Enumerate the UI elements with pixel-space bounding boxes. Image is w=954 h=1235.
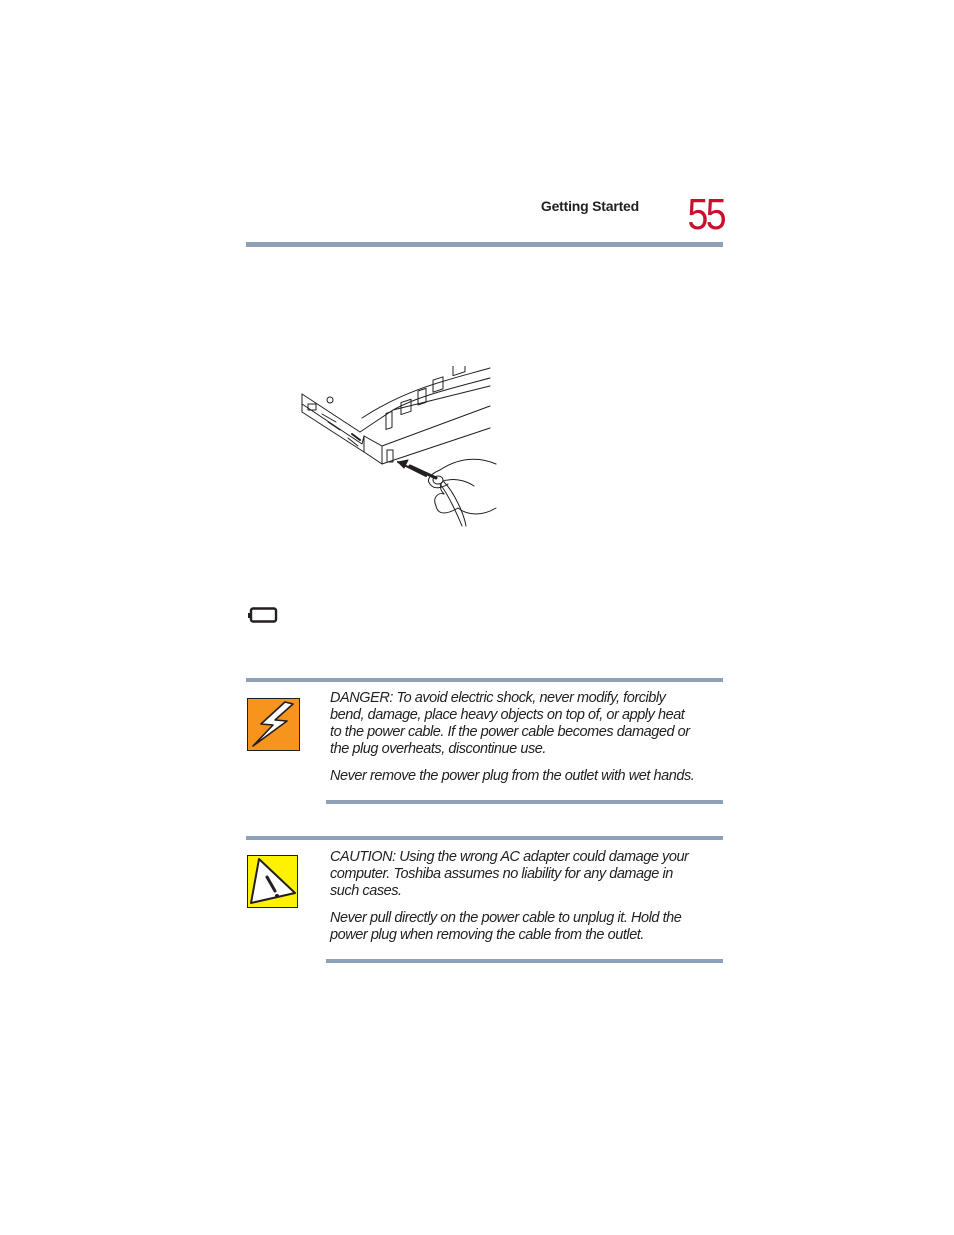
danger-note-text-2: Never remove the power plug from the outlet with wet hands. [330, 768, 695, 784]
danger-note-bottom-rule [326, 800, 723, 804]
page-number: 55 [687, 190, 724, 239]
caution-note-top-rule [246, 836, 723, 840]
battery-icon [248, 607, 278, 624]
caution-note-bottom-rule [326, 959, 723, 963]
caution-triangle-icon [247, 855, 298, 908]
caution-note-text: CAUTION: Using the wrong AC adapter could damage your computer. Toshiba assumes no liability for any damage in such cases. [330, 849, 689, 899]
header-rule [246, 242, 723, 247]
running-header-title: Getting Started [540, 198, 639, 214]
caution-note-text-2: Never pull directly on the power cable to unplug it. Hold the power plug when removing the cable from the outlet. [330, 910, 682, 943]
danger-note-top-rule [246, 678, 723, 682]
danger-note-text: DANGER: To avoid electric shock, never modify, forcibly bend, damage, place heavy objects on top of, or apply heat to the power cable. If the power cable becomes damaged or the plug overheats, discontinue use. [330, 690, 690, 757]
lightning-bolt-icon [247, 698, 300, 751]
laptop-power-plug-illustration [298, 366, 498, 528]
